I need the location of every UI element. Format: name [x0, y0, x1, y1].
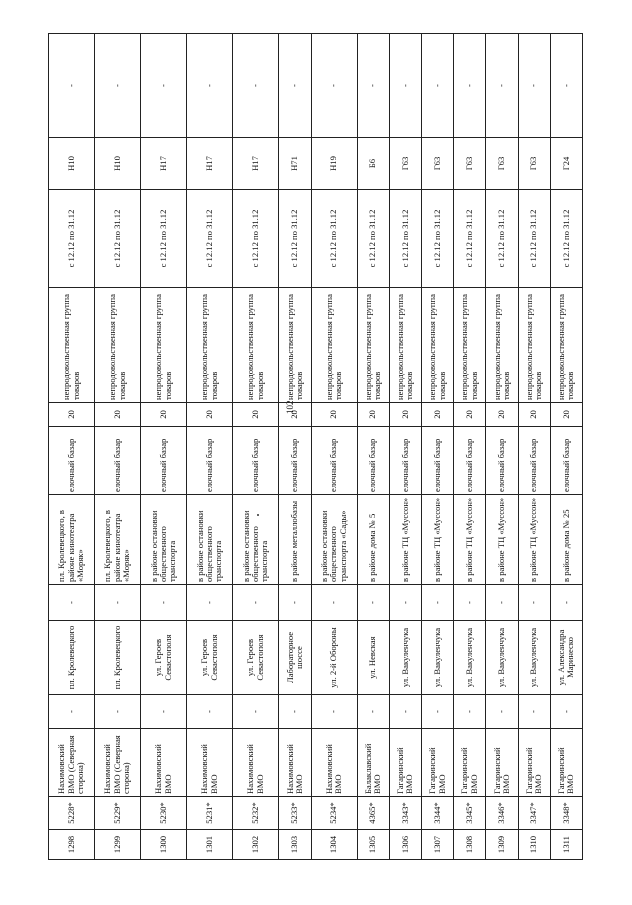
- page-number: 102: [285, 400, 295, 414]
- cell-qty: 20: [141, 403, 187, 427]
- cell-goods: непродовольственная группа товаров: [357, 288, 389, 403]
- cell-goods: непродовольственная группа товаров: [311, 288, 357, 403]
- cell-c4: -: [518, 695, 550, 729]
- cell-c4: -: [141, 695, 187, 729]
- table-row: [95, 34, 141, 860]
- cell-last: -: [95, 34, 141, 138]
- cell-id: 5229*: [95, 797, 141, 830]
- cell-type: елочный базар: [311, 427, 357, 495]
- cell-goods: непродовольственная группа товаров: [421, 288, 453, 403]
- cell-qty: 20: [49, 403, 95, 427]
- cell-n: 1304: [311, 830, 357, 860]
- cell-code: Г63: [486, 138, 518, 190]
- cell-type: елочный базар: [187, 427, 233, 495]
- cell-district: Нахимовский ВМО (Северная сторона): [49, 729, 95, 797]
- cell-last: -: [279, 34, 311, 138]
- cell-qty: 20: [486, 403, 518, 427]
- cell-goods: непродовольственная группа товаров: [95, 288, 141, 403]
- cell-last: -: [550, 34, 582, 138]
- cell-n: 1310: [518, 830, 550, 860]
- cell-id: 3343*: [389, 797, 421, 830]
- cell-n: 1298: [49, 830, 95, 860]
- cell-id: 4365*: [357, 797, 389, 830]
- cell-last: -: [187, 34, 233, 138]
- cell-c4: -: [311, 695, 357, 729]
- cell-type: елочный базар: [518, 427, 550, 495]
- cell-c6: -: [279, 585, 311, 621]
- cell-id: 5231*: [187, 797, 233, 830]
- cell-place: в районе металлобазы: [279, 495, 311, 585]
- table-row: [141, 34, 187, 860]
- cell-id: 3345*: [454, 797, 486, 830]
- cell-c4: -: [357, 695, 389, 729]
- cell-district: Нахимовский ВМО: [233, 729, 279, 797]
- cell-n: 1306: [389, 830, 421, 860]
- cell-qty: 20: [389, 403, 421, 427]
- cell-code: Н17: [141, 138, 187, 190]
- cell-street: пл. Кролевецкого: [49, 621, 95, 695]
- cell-goods: непродовольственная группа товаров: [279, 288, 311, 403]
- cell-street: ул. Вакуленчука: [454, 621, 486, 695]
- table-row: [279, 34, 311, 860]
- cell-n: 1299: [95, 830, 141, 860]
- cell-district: Гагаринский ВМО: [454, 729, 486, 797]
- cell-district: Гагаринский ВМО: [421, 729, 453, 797]
- cell-district: Гагаринский ВМО: [389, 729, 421, 797]
- cell-district: Нахимовский ВМО: [187, 729, 233, 797]
- cell-place: в районе ТЦ «Муссон»: [454, 495, 486, 585]
- cell-c4: -: [49, 695, 95, 729]
- cell-type: елочный базар: [49, 427, 95, 495]
- cell-c6: -: [357, 585, 389, 621]
- cell-n: 1302: [233, 830, 279, 860]
- cell-code: Н10: [95, 138, 141, 190]
- cell-period: с 12.12 по 31.12: [311, 190, 357, 288]
- cell-type: елочный базар: [550, 427, 582, 495]
- cell-n: 1308: [454, 830, 486, 860]
- cell-n: 1309: [486, 830, 518, 860]
- cell-c6: -: [49, 585, 95, 621]
- cell-district: Гагаринский ВМО: [518, 729, 550, 797]
- trade-points-table: [48, 33, 583, 860]
- cell-code: Г63: [454, 138, 486, 190]
- cell-c6: -: [550, 585, 582, 621]
- table-row: [486, 34, 518, 860]
- cell-place: в районе ТЦ «Муссон»: [486, 495, 518, 585]
- table-row: [357, 34, 389, 860]
- cell-district: Гагаринский ВМО: [550, 729, 582, 797]
- cell-goods: непродовольственная группа товаров: [518, 288, 550, 403]
- table-row: [49, 34, 95, 860]
- cell-code: Б6: [357, 138, 389, 190]
- cell-street: ул. Александра Маринеско: [550, 621, 582, 695]
- cell-id: 3347*: [518, 797, 550, 830]
- table-row: [454, 34, 486, 860]
- cell-place: пл. Кролевецкого, в районе кинотеатра «Моряк»: [95, 495, 141, 585]
- cell-qty: 20: [311, 403, 357, 427]
- cell-place: в районе дома № 25: [550, 495, 582, 585]
- cell-c6: -: [389, 585, 421, 621]
- cell-c4: -: [95, 695, 141, 729]
- cell-period: с 12.12 по 31.12: [518, 190, 550, 288]
- cell-id: 5233*: [279, 797, 311, 830]
- cell-place: в районе остановки общественного транспорта: [141, 495, 187, 585]
- cell-street: ул. Героев Севастополя: [233, 621, 279, 695]
- cell-street: ул. Невская: [357, 621, 389, 695]
- cell-period: с 12.12 по 31.12: [141, 190, 187, 288]
- cell-c4: -: [279, 695, 311, 729]
- cell-code: Г24: [550, 138, 582, 190]
- cell-place: пл. Кролевецкого, в районе кинотеатра «Моряк»: [49, 495, 95, 585]
- cell-type: елочный базар: [279, 427, 311, 495]
- cell-c4: -: [187, 695, 233, 729]
- cell-c6: -: [141, 585, 187, 621]
- cell-id: 5228*: [49, 797, 95, 830]
- cell-period: с 12.12 по 31.12: [486, 190, 518, 288]
- cell-goods: непродовольственная группа товаров: [486, 288, 518, 403]
- cell-type: елочный базар: [389, 427, 421, 495]
- table-row: [187, 34, 233, 860]
- cell-code: Н17: [233, 138, 279, 190]
- cell-place: в районе ТЦ «Муссон»: [518, 495, 550, 585]
- cell-district: Нахимовский ВМО: [141, 729, 187, 797]
- cell-type: елочный базар: [486, 427, 518, 495]
- cell-period: с 12.12 по 31.12: [49, 190, 95, 288]
- cell-period: с 12.12 по 31.12: [233, 190, 279, 288]
- cell-c6: -: [233, 585, 279, 621]
- cell-last: -: [357, 34, 389, 138]
- cell-c6: -: [518, 585, 550, 621]
- cell-place: в районе дома № 5: [357, 495, 389, 585]
- cell-c4: -: [233, 695, 279, 729]
- cell-id: 3344*: [421, 797, 453, 830]
- cell-street: Лабораторное шоссе: [279, 621, 311, 695]
- cell-place: в районе ТЦ «Муссон»: [389, 495, 421, 585]
- cell-street: ул. Вакуленчука: [389, 621, 421, 695]
- cell-last: -: [454, 34, 486, 138]
- cell-id: 3348*: [550, 797, 582, 830]
- cell-code: Г63: [421, 138, 453, 190]
- cell-type: елочный базар: [454, 427, 486, 495]
- cell-period: с 12.12 по 31.12: [357, 190, 389, 288]
- cell-c6: -: [486, 585, 518, 621]
- cell-c6: -: [421, 585, 453, 621]
- cell-last: -: [233, 34, 279, 138]
- cell-place: в районе ТЦ «Муссон»: [421, 495, 453, 585]
- cell-c4: -: [389, 695, 421, 729]
- cell-c6: -: [95, 585, 141, 621]
- rotated-table-wrapper: [48, 34, 583, 860]
- cell-street: ул. 2-й Обороны: [311, 621, 357, 695]
- cell-qty: 20: [187, 403, 233, 427]
- cell-n: 1305: [357, 830, 389, 860]
- cell-goods: непродовольственная группа товаров: [454, 288, 486, 403]
- cell-goods: непродовольственная группа товаров: [389, 288, 421, 403]
- cell-district: Нахимовский ВМО: [311, 729, 357, 797]
- cell-place: в районе остановки общественного транспорта «Сады»: [311, 495, 357, 585]
- cell-goods: непродовольственная группа товаров: [233, 288, 279, 403]
- table-row: [518, 34, 550, 860]
- cell-qty: 20: [357, 403, 389, 427]
- cell-last: -: [421, 34, 453, 138]
- cell-code: Г63: [389, 138, 421, 190]
- cell-id: 5232*: [233, 797, 279, 830]
- cell-period: с 12.12 по 31.12: [95, 190, 141, 288]
- cell-type: елочный базар: [357, 427, 389, 495]
- cell-n: 1303: [279, 830, 311, 860]
- cell-last: -: [486, 34, 518, 138]
- cell-street: ул. Вакуленчука: [421, 621, 453, 695]
- cell-last: -: [389, 34, 421, 138]
- cell-district: Балаклавский ВМО: [357, 729, 389, 797]
- cell-qty: 20: [518, 403, 550, 427]
- cell-code: Н10: [49, 138, 95, 190]
- cell-last: -: [518, 34, 550, 138]
- cell-type: елочный базар: [141, 427, 187, 495]
- cell-district: Нахимовский ВМО (Северная сторона): [95, 729, 141, 797]
- cell-district: Гагаринский ВМО: [486, 729, 518, 797]
- cell-goods: непродовольственная группа товаров: [550, 288, 582, 403]
- cell-qty: 20: [95, 403, 141, 427]
- cell-type: елочный базар: [95, 427, 141, 495]
- cell-period: с 12.12 по 31.12: [454, 190, 486, 288]
- cell-c4: -: [421, 695, 453, 729]
- cell-qty: 20: [454, 403, 486, 427]
- cell-id: 5230*: [141, 797, 187, 830]
- cell-qty: 20: [550, 403, 582, 427]
- cell-type: елочный базар: [421, 427, 453, 495]
- table-row: [550, 34, 582, 860]
- cell-district: Нахимовский ВМО: [279, 729, 311, 797]
- table-row: [311, 34, 357, 860]
- cell-period: с 12.12 по 31.12: [421, 190, 453, 288]
- cell-n: 1300: [141, 830, 187, 860]
- cell-last: -: [49, 34, 95, 138]
- cell-code: Н71: [279, 138, 311, 190]
- cell-goods: непродовольственная группа товаров: [187, 288, 233, 403]
- cell-c4: -: [454, 695, 486, 729]
- cell-type: елочный базар: [233, 427, 279, 495]
- cell-place: в районе остановки общественного транспорта: [187, 495, 233, 585]
- cell-place: в районе остановки общественного транспорта: [233, 495, 279, 585]
- cell-c6: -: [187, 585, 233, 621]
- cell-qty: 20: [279, 403, 311, 427]
- cell-id: 5234*: [311, 797, 357, 830]
- cell-street: ул. Вакуленчука: [486, 621, 518, 695]
- cell-street: ул. Героев Севастополя: [187, 621, 233, 695]
- cell-qty: 20: [233, 403, 279, 427]
- cell-n: 1301: [187, 830, 233, 860]
- table-row: [389, 34, 421, 860]
- cell-period: с 12.12 по 31.12: [279, 190, 311, 288]
- cell-code: Н17: [187, 138, 233, 190]
- table-row: [233, 34, 279, 860]
- cell-period: с 12.12 по 31.12: [389, 190, 421, 288]
- cell-last: -: [311, 34, 357, 138]
- cell-street: ул. Героев Севастополя: [141, 621, 187, 695]
- cell-last: -: [141, 34, 187, 138]
- cell-c6: -: [311, 585, 357, 621]
- cell-n: 1307: [421, 830, 453, 860]
- cell-street: ул. Вакуленчука: [518, 621, 550, 695]
- cell-goods: непродовольственная группа товаров: [49, 288, 95, 403]
- cell-code: Г63: [518, 138, 550, 190]
- cell-c4: -: [486, 695, 518, 729]
- cell-c4: -: [550, 695, 582, 729]
- cell-code: Н19: [311, 138, 357, 190]
- cell-c6: -: [454, 585, 486, 621]
- cell-street: пл. Кролевецкого: [95, 621, 141, 695]
- table-row: [421, 34, 453, 860]
- cell-period: с 12.12 по 31.12: [187, 190, 233, 288]
- cell-qty: 20: [421, 403, 453, 427]
- cell-goods: непродовольственная группа товаров: [141, 288, 187, 403]
- cell-n: 1311: [550, 830, 582, 860]
- cell-period: с 12.12 по 31.12: [550, 190, 582, 288]
- cell-id: 3346*: [486, 797, 518, 830]
